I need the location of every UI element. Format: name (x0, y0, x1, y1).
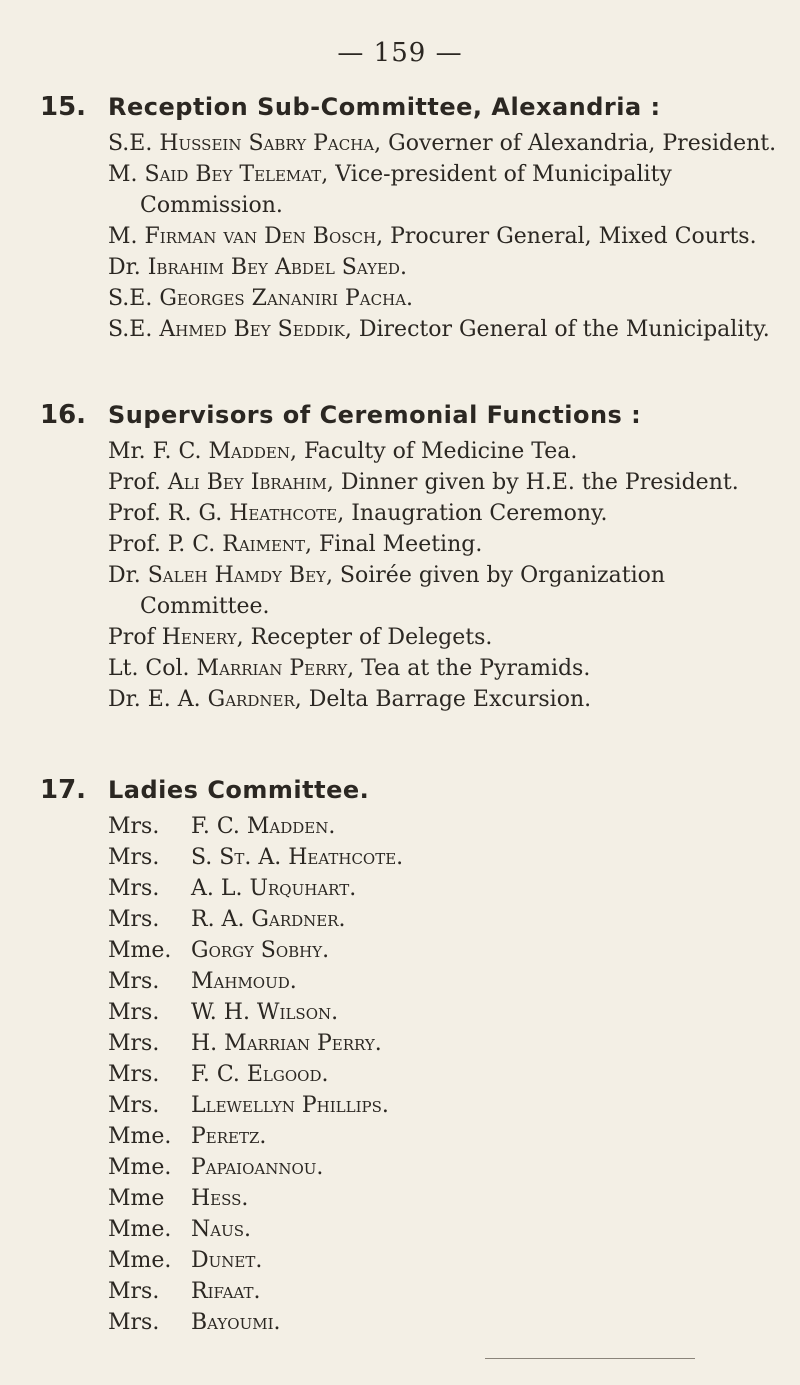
member-title: Prof. (108, 501, 161, 526)
list-item (108, 811, 780, 842)
member-title: Prof (108, 625, 155, 650)
list-item (108, 1276, 780, 1307)
member-name: Gorgy Sobhy. (191, 938, 330, 963)
member-title: Dr. (108, 687, 141, 712)
member-role: Procurer General, Mixed Courts. (383, 224, 757, 249)
member-name: Naus. (191, 1217, 251, 1242)
list-item (108, 283, 780, 314)
list-item (108, 159, 780, 221)
member-name: F. C. Madden, (152, 439, 297, 464)
list-item (108, 622, 780, 653)
member-title: Mrs. (108, 814, 160, 839)
member-title: M. (108, 224, 138, 249)
member-name: Peretz. (191, 1124, 267, 1149)
member-role: Delta Barrage Excursion. (301, 687, 592, 712)
list-item (108, 966, 780, 997)
closing-rule (485, 1358, 695, 1359)
section-reception-sub-committee (40, 92, 780, 345)
member-name: Georges Zananiri Pacha. (159, 286, 414, 311)
member-name: Mahmoud. (191, 969, 297, 994)
member-title: Lt. Col. (108, 656, 190, 681)
member-title: Dr. (108, 255, 141, 280)
list-item (108, 684, 780, 715)
member-name: Ali Bey Ibrahim, (167, 470, 334, 495)
member-role: Director General of the Municipality. (351, 317, 770, 342)
member-name: R. G. Heathcote, (167, 501, 345, 526)
member-title: S.E. (108, 317, 153, 342)
list-item (108, 529, 780, 560)
list-item (108, 904, 780, 935)
member-name: Rifaat. (191, 1279, 261, 1304)
member-title: S.E. (108, 131, 153, 156)
member-title: Mme (108, 1186, 165, 1211)
member-title: Mrs. (108, 1279, 160, 1304)
list-item (108, 1245, 780, 1276)
list-item (108, 653, 780, 684)
member-name: S. St. A. Heathcote. (191, 845, 404, 870)
member-name: Said Bey Telemat, (144, 162, 329, 187)
list-item (108, 221, 780, 252)
list-item (108, 128, 780, 159)
section-number: 15. (40, 92, 87, 122)
member-title: Mme. (108, 1217, 172, 1242)
member-list (108, 128, 780, 345)
list-item (108, 498, 780, 529)
member-role: Tea at the Pyramids. (354, 656, 591, 681)
list-item (108, 1059, 780, 1090)
member-name: A. L. Urquhart. (191, 876, 357, 901)
member-title: Dr. (108, 563, 141, 588)
page-number: — 159 — (337, 38, 463, 68)
member-name: F. C. Elgood. (191, 1062, 329, 1087)
list-item (108, 436, 780, 467)
member-title: Mrs. (108, 969, 160, 994)
section-heading (40, 92, 780, 122)
list-item (108, 1214, 780, 1245)
member-name: E. A. Gardner, (147, 687, 302, 712)
list-item (108, 1121, 780, 1152)
member-name: F. C. Madden. (191, 814, 336, 839)
section-title: Ladies Committee. (108, 776, 370, 804)
list-item (108, 842, 780, 873)
member-name: Llewellyn Phillips. (191, 1093, 389, 1118)
member-role: Inaugration Ceremony. (344, 501, 608, 526)
section-title: Supervisors of Ceremonial Functions : (108, 401, 642, 429)
member-role: Dinner given by H.E. the President. (333, 470, 739, 495)
member-name: R. A. Gardner. (191, 907, 346, 932)
member-name: Papaioannou. (191, 1155, 324, 1180)
member-name: Henery, (161, 625, 244, 650)
member-name: Ibrahim Bey Abdel Sayed. (147, 255, 407, 280)
member-title: Mrs. (108, 845, 160, 870)
member-title: Mrs. (108, 907, 160, 932)
member-role: Final Meeting. (312, 532, 483, 557)
member-title: Mr. (108, 439, 146, 464)
list-item (108, 252, 780, 283)
member-name: Hess. (191, 1186, 249, 1211)
member-name: W. H. Wilson. (191, 1000, 339, 1025)
member-name: Bayoumi. (191, 1310, 281, 1335)
list-item (108, 314, 780, 345)
member-name: Saleh Hamdy Bey, (147, 563, 333, 588)
member-list (108, 436, 780, 715)
member-role: Soirée given by Organization Committee. (140, 563, 666, 619)
list-item (108, 997, 780, 1028)
member-title: Mme. (108, 938, 172, 963)
member-title: Mrs. (108, 1310, 160, 1335)
member-title: Mrs. (108, 1031, 160, 1056)
member-role: Vice-president of Municipality Commission. (140, 162, 672, 218)
member-title: Mrs. (108, 1000, 160, 1025)
member-role: Faculty of Medicine Tea. (296, 439, 578, 464)
list-item (108, 467, 780, 498)
member-title: Prof. (108, 532, 161, 557)
section-title: Reception Sub-Committee, Alexandria : (108, 93, 661, 121)
member-list (108, 811, 780, 1338)
member-name: Ahmed Bey Seddik, (159, 317, 352, 342)
section-heading (40, 775, 780, 805)
member-name: Hussein Sabry Pacha, (159, 131, 382, 156)
section-supervisors-ceremonial (40, 400, 780, 715)
member-title: Mrs. (108, 1062, 160, 1087)
list-item (108, 1028, 780, 1059)
member-title: S.E. (108, 286, 153, 311)
member-title: Mme. (108, 1248, 172, 1273)
section-number: 17. (40, 775, 87, 805)
list-item (108, 1307, 780, 1338)
member-title: Mme. (108, 1124, 172, 1149)
member-name: P. C. Raiment, (167, 532, 313, 557)
member-name: Firman van Den Bosch, (144, 224, 384, 249)
section-heading (40, 400, 780, 430)
list-item (108, 1152, 780, 1183)
member-role: Governer of Alexandria, President. (381, 131, 777, 156)
member-title: Mrs. (108, 876, 160, 901)
list-item (108, 935, 780, 966)
section-ladies-committee (40, 775, 780, 1338)
member-name: H. Marrian Perry. (191, 1031, 382, 1056)
section-number: 16. (40, 400, 87, 430)
list-item (108, 1090, 780, 1121)
member-role: Recepter of Delegets. (243, 625, 493, 650)
member-name: Dunet. (191, 1248, 263, 1273)
member-title: Prof. (108, 470, 161, 495)
member-name: Marrian Perry, (196, 656, 355, 681)
member-title: Mme. (108, 1155, 172, 1180)
list-item (108, 560, 780, 622)
list-item (108, 873, 780, 904)
member-title: M. (108, 162, 138, 187)
list-item (108, 1183, 780, 1214)
member-title: Mrs. (108, 1093, 160, 1118)
